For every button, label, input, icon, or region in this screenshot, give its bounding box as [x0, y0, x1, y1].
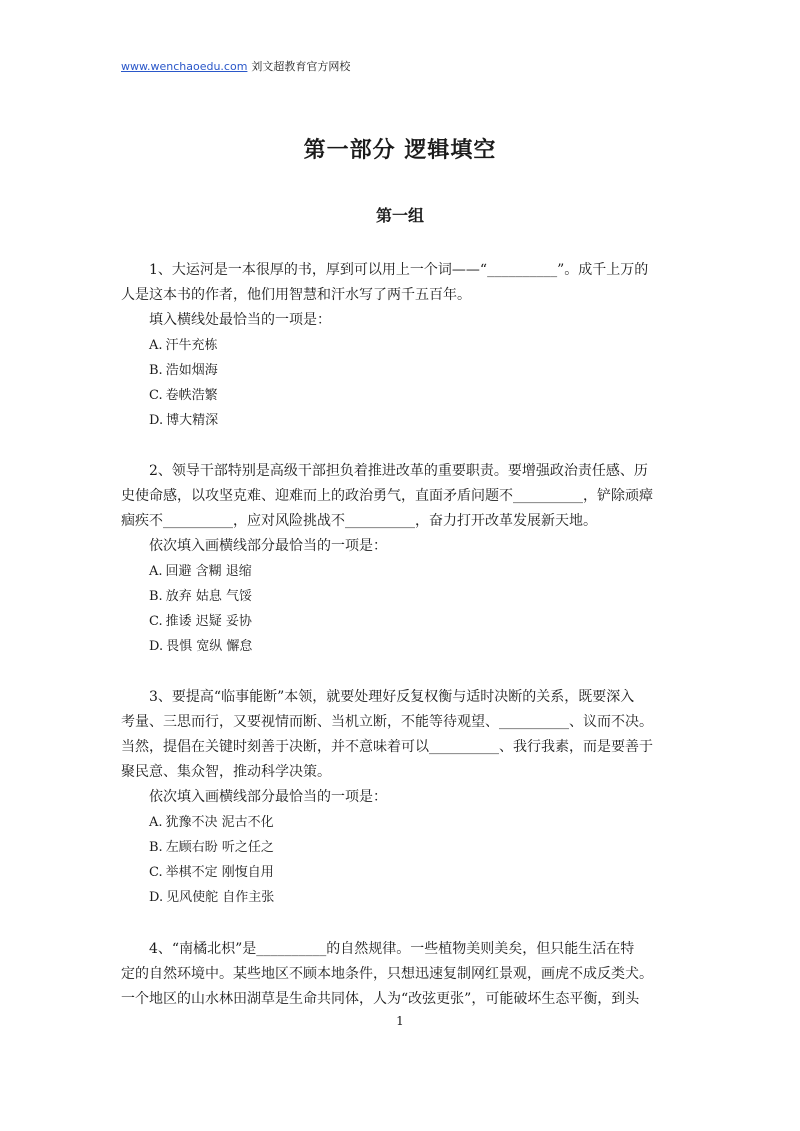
option-text: 犹豫不决 泥古不化 — [165, 815, 274, 830]
option-label: C. — [149, 865, 163, 880]
question-text-line: 4、“南橘北枳”是__________的自然规律。一些植物美则美矣，但只能生活在特 — [149, 941, 635, 957]
question-4 — [121, 937, 681, 1012]
option-d — [121, 408, 681, 433]
question-text-line: 史使命感，以攻坚克难、迎难而上的政治勇气，直面矛盾问题不__________，铲除顽瘴 — [121, 488, 653, 504]
question-text-line: 痼疾不__________，应对风险挑战不__________，奋力打开改革发展新天地。 — [121, 513, 597, 529]
option-label: D. — [149, 639, 164, 654]
section-title: 第一部分 逻辑填空 — [303, 138, 497, 163]
question-prompt: 依次填入画横线部分最恰当的一项是： — [149, 538, 387, 554]
option-d — [121, 885, 681, 910]
option-label: D. — [149, 413, 164, 428]
option-label: B. — [149, 363, 163, 378]
option-label: D. — [149, 890, 164, 905]
question-2 — [121, 459, 681, 659]
option-d — [121, 634, 681, 659]
question-text-line: 当然，提倡在关键时刻善于决断，并不意味着可以__________、我行我素，而是要善于 — [121, 739, 653, 755]
question-text-line: 2、领导干部特别是高级干部担负着推进改革的重要职责。要增强政治责任感、历 — [149, 463, 648, 479]
option-b — [121, 835, 681, 860]
organization-name: 刘文超教育官方网校 — [251, 60, 351, 73]
question-text-line: 聚民意、集众智，推动科学决策。 — [121, 764, 331, 780]
option-c — [121, 609, 681, 634]
option-text: 左顾右盼 听之任之 — [165, 840, 274, 855]
question-text-line: 3、要提高“临事能断”本领，就要处理好反复权衡与适时决断的关系，既要深入 — [149, 689, 635, 705]
question-text-line: 人是这本书的作者，他们用智慧和汗水写了两千五百年。 — [121, 287, 471, 303]
option-c — [121, 383, 681, 408]
question-text-line: 一个地区的山水林田湖草是生命共同体，人为“改弦更张”，可能破坏生态平衡，到头 — [121, 991, 640, 1007]
option-c — [121, 860, 681, 885]
option-text: 举棋不定 刚愎自用 — [165, 865, 274, 880]
option-text: 浩如烟海 — [165, 363, 218, 378]
website-link[interactable]: www.wenchaoedu.com — [121, 60, 248, 73]
page-number: 1 — [396, 1014, 404, 1028]
option-text: 卷帙浩繁 — [165, 388, 218, 403]
option-a — [121, 810, 681, 835]
question-3 — [121, 685, 681, 910]
option-label: B. — [149, 589, 163, 604]
option-label: A. — [149, 815, 163, 830]
option-label: C. — [149, 614, 163, 629]
question-text-line: 1、大运河是一本很厚的书，厚到可以用上一个词——“__________”。成千上万的 — [149, 262, 649, 278]
option-label: B. — [149, 840, 163, 855]
option-text: 畏惧 宽纵 懈怠 — [166, 639, 253, 654]
option-text: 汗牛充栋 — [165, 338, 218, 353]
option-text: 回避 含糊 退缩 — [165, 564, 252, 579]
question-prompt: 依次填入画横线部分最恰当的一项是： — [149, 789, 387, 805]
question-prompt: 填入横线处最恰当的一项是： — [149, 312, 331, 328]
option-label: A. — [149, 564, 163, 579]
option-text: 放弃 姑息 气馁 — [165, 589, 252, 604]
option-b — [121, 358, 681, 383]
option-text: 推诿 迟疑 妥协 — [165, 614, 252, 629]
option-label: C. — [149, 388, 163, 403]
option-a — [121, 559, 681, 584]
question-1 — [121, 258, 681, 433]
question-text-line: 考量、三思而行，又要视情而断、当机立断，不能等待观望、__________、议而不决。 — [121, 714, 653, 730]
question-text-line: 定的自然环境中。某些地区不顾本地条件，只想迅速复制网红景观，画虎不成反类犬。 — [121, 966, 653, 982]
option-label: A. — [149, 338, 163, 353]
option-text: 博大精深 — [166, 413, 219, 428]
option-a — [121, 333, 681, 358]
group-title: 第一组 — [375, 206, 424, 225]
option-b — [121, 584, 681, 609]
option-text: 见风使舵 自作主张 — [166, 890, 275, 905]
page-header — [121, 58, 350, 74]
